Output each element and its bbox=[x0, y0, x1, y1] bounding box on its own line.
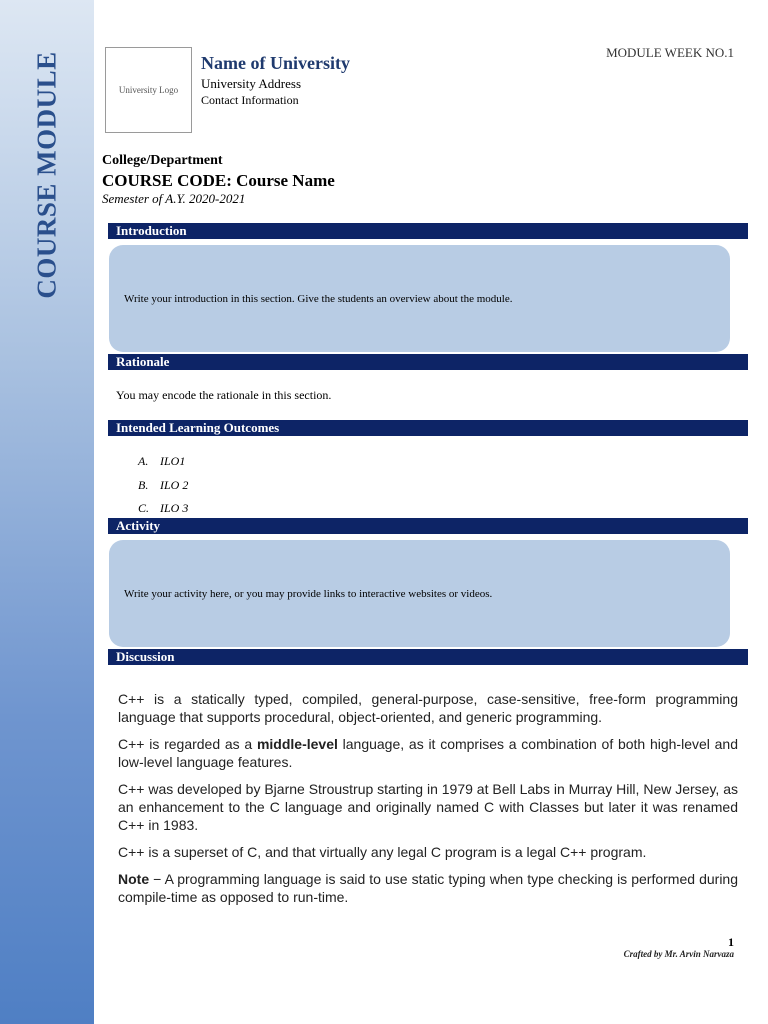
ilo-item bbox=[138, 454, 185, 469]
section-header-ilo: Intended Learning Outcomes bbox=[108, 420, 748, 436]
university-name: Name of University bbox=[201, 53, 350, 73]
note-label: Note bbox=[118, 871, 150, 887]
section-header-activity: Activity bbox=[108, 518, 748, 534]
discussion-paragraph: C++ is a statically typed, compiled, general-purpose, case-sensitive, free-form programming language that supports procedural, object-oriented, and generic programming. bbox=[118, 691, 738, 725]
section-header-discussion: Discussion bbox=[108, 649, 748, 665]
discussion-body bbox=[118, 690, 738, 915]
logo-placeholder-text: University Logo bbox=[118, 85, 179, 95]
section-header-introduction: Introduction bbox=[108, 223, 748, 239]
sidebar-title: COURSE MODULE bbox=[31, 51, 62, 299]
university-address: University Address bbox=[201, 76, 302, 91]
emphasis-middle-level: middle-level bbox=[256, 736, 338, 752]
discussion-text: C++ is regarded as a bbox=[118, 736, 257, 752]
discussion-text: language, as it comprises a combination of both high-level and low-level language features. bbox=[118, 736, 738, 770]
note-text: − A programming language is said to use static typing when type checking is performed during compile-time as opposed to run-time. bbox=[118, 871, 738, 905]
ilo-label: ILO 2 bbox=[160, 478, 189, 492]
discussion-paragraph bbox=[118, 735, 738, 771]
rationale-text: You may encode the rationale in this section. bbox=[116, 388, 332, 402]
semester-label: Semester of A.Y. 2020-2021 bbox=[102, 191, 246, 206]
ilo-letter: A. bbox=[138, 454, 149, 468]
college-department: College/Department bbox=[102, 153, 223, 168]
ilo-item bbox=[138, 478, 188, 493]
section-header-rationale: Rationale bbox=[108, 354, 748, 370]
activity-text: Write your activity here, or you may provide links to interactive websites or videos. bbox=[124, 587, 493, 600]
credit-line: Crafted by Mr. Arvin Narvaza bbox=[623, 949, 734, 959]
ilo-letter: B. bbox=[138, 478, 149, 492]
contact-information: Contact Information bbox=[201, 93, 299, 107]
activity-box bbox=[109, 540, 730, 647]
sidebar-gradient bbox=[0, 0, 94, 1024]
introduction-text: Write your introduction in this section. Give the students an overview about the module. bbox=[124, 292, 513, 305]
ilo-item bbox=[138, 501, 188, 516]
page-number: 1 bbox=[728, 935, 734, 949]
discussion-paragraph: C++ was developed by Bjarne Stroustrup starting in 1979 at Bell Labs in Murray Hill, New Jersey, as an enhancement to the C language and originally named C with Classes but later it was renamed C++ in 1983. bbox=[118, 781, 738, 833]
course-code-name: COURSE CODE: Course Name bbox=[102, 171, 335, 190]
introduction-box bbox=[109, 245, 730, 352]
university-logo bbox=[105, 47, 192, 133]
ilo-label: ILO 3 bbox=[160, 501, 189, 515]
discussion-note bbox=[118, 870, 738, 906]
ilo-label: ILO1 bbox=[160, 454, 186, 468]
discussion-paragraph: C++ is a superset of C, and that virtually any legal C program is a legal C++ program. bbox=[118, 844, 647, 860]
ilo-letter: C. bbox=[138, 501, 150, 515]
module-week-label: MODULE WEEK NO.1 bbox=[606, 45, 734, 60]
